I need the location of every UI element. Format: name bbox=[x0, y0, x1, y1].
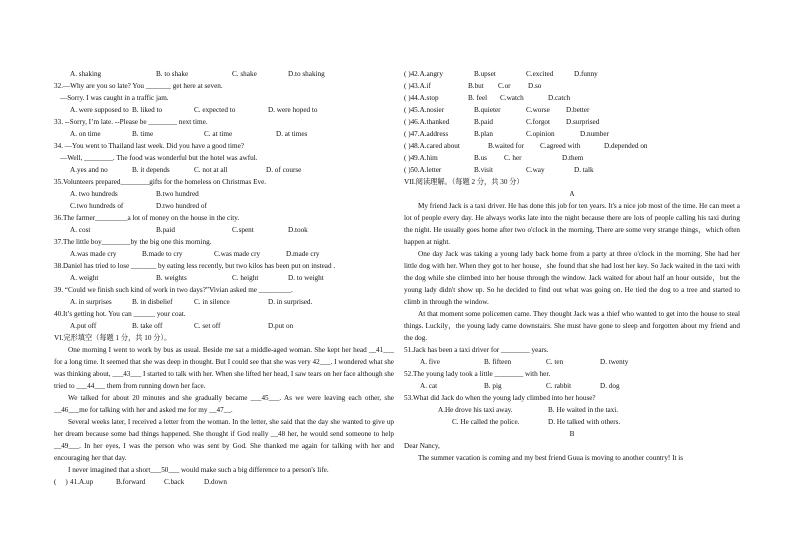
option: C.or bbox=[498, 82, 511, 90]
option: D.them bbox=[562, 154, 584, 162]
option: A.yes and no bbox=[70, 166, 108, 174]
option: A.He drove his taxi away. bbox=[438, 406, 513, 414]
question-53: 53.What did Jack do when the young lady climbed into her house? bbox=[404, 394, 596, 402]
option: D. He talked with others. bbox=[548, 418, 621, 426]
option: 41.A.up bbox=[70, 478, 94, 486]
answer-options bbox=[54, 68, 394, 80]
cloze-options bbox=[404, 68, 740, 176]
option: C. He called the police. bbox=[452, 418, 520, 426]
option: A. in surprises bbox=[70, 298, 112, 306]
option: A.was made cry bbox=[70, 250, 117, 258]
option: B. to shake bbox=[156, 70, 189, 78]
q53-options-row1 bbox=[404, 404, 740, 416]
question-text: 36.The farmer_________a lot of money on the house in the city. bbox=[54, 214, 240, 222]
answer-options bbox=[54, 248, 394, 260]
option: C.spent bbox=[232, 226, 254, 234]
option: B. feel bbox=[468, 94, 488, 102]
passage-a-paragraph: At that moment some policemen came. They thought Jack was a thief who wanted to get into the house to steal things. Luckily，the young lady came downstairs. She must have gone to sleep and forgotten about my friend and the dog. bbox=[404, 310, 740, 342]
option: D. dog bbox=[600, 382, 620, 390]
option: C.opinion bbox=[526, 130, 555, 138]
cloze-passage bbox=[54, 344, 394, 476]
option: D. of course bbox=[266, 166, 302, 174]
option: A. weight bbox=[70, 274, 99, 282]
option: B. liked to bbox=[132, 106, 163, 114]
option: C. ten bbox=[546, 358, 564, 366]
answer-bracket-option[interactable]: ( )47.A.address bbox=[404, 130, 449, 138]
answer-bracket-option[interactable]: ( )49.A.him bbox=[404, 154, 438, 162]
option: C. not at all bbox=[194, 166, 228, 174]
option: C.agreed with bbox=[540, 142, 581, 150]
option: C.excited bbox=[526, 70, 554, 78]
q52-options bbox=[404, 380, 740, 392]
cloze-paragraph: Several weeks later, I received a letter from the woman. In the letter, she said that the day she wanted to give up her dream because some bad things happened. She thought if God really __48 her, he would send someone to help __49___. In her eyes, I was the person who was sent by God. She thanked me again for talking with her and encouraging her that day. bbox=[54, 418, 394, 462]
option: C. rabbit bbox=[546, 382, 572, 390]
option: B. take off bbox=[132, 322, 163, 330]
answer-bracket-option[interactable]: ( )44.A.stop bbox=[404, 94, 439, 102]
option: D.two hundred of bbox=[156, 202, 207, 210]
cloze-paragraph: I never imagined that a short___50___ would make such a big difference to a person's life. bbox=[68, 466, 329, 474]
option: B.two hundred bbox=[156, 190, 199, 198]
option: D. twenty bbox=[600, 358, 629, 366]
option: C. in silence bbox=[194, 298, 230, 306]
answer-bracket-option[interactable]: ( )48.A.cared about bbox=[404, 142, 460, 150]
option: D.to shaking bbox=[288, 70, 325, 78]
passage-a-paragraph: My friend Jack is a taxi driver. He has done this job for ten years. It's a nice job most of the time. He can meet a lot of people every day. He always works late into the night because there are lots of people calling his taxi during the night. He usually goes home after two o'clock in the morning. There are some very strange things，which often happen at night. bbox=[404, 202, 740, 246]
question-text: 33. --Sorry, I’m late. --Please be ________ next time. bbox=[54, 118, 208, 126]
option: B. pig bbox=[484, 382, 502, 390]
option: C.way bbox=[526, 166, 545, 174]
answer-bracket-option[interactable]: ( )50.A.letter bbox=[404, 166, 442, 174]
answer-bracket-option[interactable]: ( )45.A.nosier bbox=[404, 106, 445, 114]
question-52: 52.The young lady took a little ________ with her. bbox=[404, 370, 551, 378]
option: B.waited for bbox=[488, 142, 524, 150]
left-column bbox=[54, 68, 394, 488]
option: D.put on bbox=[268, 322, 294, 330]
option: B.visit bbox=[474, 166, 493, 174]
passage-a-paragraph: One day Jack was taking a young lady back home from a party at three o'clock in the morning. She had her little dog with her. When they got to her house，she found that she had lost her key. So Jack waited in the taxi with the dog while she climbed into her house through the window. Jack waited for about half an hour outside，but the young lady didn't show up. So he decided to find out what was going on. He tied the dog to a tree and started to climb in through the window. bbox=[404, 250, 740, 306]
option: B.forward bbox=[116, 478, 146, 486]
answer-options bbox=[54, 188, 394, 200]
cloze-option-row bbox=[404, 128, 740, 140]
answer-options bbox=[54, 272, 394, 284]
option: D. to weight bbox=[288, 274, 324, 282]
right-column bbox=[404, 68, 740, 464]
option: D.number bbox=[580, 130, 609, 138]
option: D.surprised bbox=[566, 118, 600, 126]
option: C.watch bbox=[500, 94, 524, 102]
option: D.catch bbox=[548, 94, 571, 102]
option: B.upset bbox=[474, 70, 496, 78]
q51-options bbox=[404, 356, 740, 368]
question-text: 40.It’s getting hot. You can ______ your coat. bbox=[54, 310, 186, 318]
option: D. at times bbox=[276, 130, 308, 138]
option: C. set off bbox=[194, 322, 221, 330]
option: C.was made cry bbox=[214, 250, 261, 258]
question-text: 32.—Why are you so late? You _______ get here at seven. bbox=[54, 82, 223, 90]
question-text: 37.The little boy________by the big one this morning. bbox=[54, 238, 212, 246]
cloze-paragraph: We talked for about 20 minutes and she gradually became ___45___. As we were leaving each other, she __46___me for talking with her and asked me for my __47__. bbox=[54, 394, 394, 414]
answer-options bbox=[54, 296, 394, 308]
option: B. in disbelief bbox=[132, 298, 173, 306]
question-text: —Sorry. I was caught in a traffic jam. bbox=[60, 94, 169, 102]
option: B. He waited in the taxi. bbox=[548, 406, 619, 414]
option: A. two hundreds bbox=[70, 190, 118, 198]
option: B. time bbox=[132, 130, 154, 138]
option: C.back bbox=[164, 478, 185, 486]
option: C.two hundreds of bbox=[70, 202, 124, 210]
question-text: —Well, ________. The food was wonderful but the hotel was awful. bbox=[60, 154, 258, 162]
option: C.worse bbox=[526, 106, 550, 114]
question-text: 34. —You went to Thailand last week. Did you have a good time? bbox=[54, 142, 244, 150]
option: D.depended on bbox=[604, 142, 648, 150]
answer-bracket[interactable]: ( ) bbox=[54, 478, 68, 486]
option: D.funny bbox=[574, 70, 598, 78]
option: D.better bbox=[566, 106, 590, 114]
question-text: 35.Volunteers prepared________gifts for the homeless on Christmas Eve. bbox=[54, 178, 267, 186]
option: A. were supposed to bbox=[70, 106, 129, 114]
question-text: 39. “Could we finish such kind of work in two days?”Vivian asked me _________. bbox=[54, 286, 293, 294]
option: C. her bbox=[504, 154, 522, 162]
cloze-option-row bbox=[404, 104, 740, 116]
answer-options bbox=[54, 224, 394, 236]
option: C.forgot bbox=[526, 118, 551, 126]
option: A. on time bbox=[70, 130, 101, 138]
passage-a-label: A bbox=[569, 190, 575, 198]
answer-bracket-option[interactable]: ( )46.A.thanked bbox=[404, 118, 450, 126]
answer-options bbox=[54, 128, 394, 140]
option: D. in surprised. bbox=[268, 298, 313, 306]
q53-options-row2 bbox=[404, 416, 740, 428]
option: A. five bbox=[420, 358, 440, 366]
option: A. shaking bbox=[70, 70, 102, 78]
cloze-option-row bbox=[404, 116, 740, 128]
option: D.made cry bbox=[286, 250, 320, 258]
option: D. were hoped to bbox=[268, 106, 318, 114]
option: B.us bbox=[474, 154, 487, 162]
answer-options bbox=[54, 200, 394, 212]
option: B.quieter bbox=[474, 106, 501, 114]
option: A. cost bbox=[70, 226, 91, 234]
option: C. shake bbox=[232, 70, 257, 78]
cloze-option-row bbox=[404, 140, 740, 152]
answer-bracket-option[interactable]: ( )42.A.angry bbox=[404, 70, 443, 78]
question-51: 51.Jack has been a taxi driver for ________ years. bbox=[404, 346, 549, 354]
option: C. at time bbox=[204, 130, 233, 138]
answer-bracket-option[interactable]: ( )43.A.if bbox=[404, 82, 431, 90]
option: A. cat bbox=[420, 382, 438, 390]
cloze-option-row bbox=[404, 80, 740, 92]
cloze-option-row bbox=[404, 68, 740, 80]
option: B.made to cry bbox=[142, 250, 183, 258]
option: B.paid bbox=[156, 226, 175, 234]
answer-options bbox=[54, 320, 394, 332]
q41-options bbox=[54, 476, 394, 488]
option: B. fifteen bbox=[484, 358, 512, 366]
cloze-option-row bbox=[404, 92, 740, 104]
option: D.so bbox=[528, 82, 542, 90]
section-7-title: VII.阅读理解。（每题 2 分，共 30 分） bbox=[404, 178, 524, 186]
letter-first-line: The summer vacation is coming and my best friend Guua is moving to another country! It is bbox=[418, 454, 684, 462]
option: B.paid bbox=[474, 118, 493, 126]
option: B. it depends bbox=[132, 166, 170, 174]
option: B.plan bbox=[474, 130, 493, 138]
section-6-title: VI.完形填空（每题 1 分，共 10 分）。 bbox=[54, 334, 172, 342]
option: B. weights bbox=[156, 274, 187, 282]
option: C. height bbox=[232, 274, 259, 282]
cloze-option-row bbox=[404, 152, 740, 164]
option: D. talk bbox=[574, 166, 594, 174]
choice-questions bbox=[54, 68, 394, 332]
option: C. expected to bbox=[194, 106, 236, 114]
answer-options bbox=[54, 104, 394, 116]
option: B.but bbox=[468, 82, 484, 90]
option: D.took bbox=[288, 226, 308, 234]
answer-options bbox=[54, 164, 394, 176]
passage-b-label: B bbox=[569, 430, 575, 438]
letter-greeting: Dear Nancy, bbox=[404, 442, 440, 450]
cloze-option-row bbox=[404, 164, 740, 176]
cloze-paragraph: One morning I went to work by bus as usual. Beside me sat a middle-aged woman. She kept her head __41___ for a long time. It seemed that she was deep in thought. But I could see that she was very 42___. I wondered what she was thinking about, ___43___ I started to talk with her. When she lifted her head, I saw tears on her face although she tried to ___44___ them from running down her face. bbox=[54, 346, 394, 390]
question-text: 38.Daniel has tried to lose _______ by eating less recently, but two kilos has been put on instead . bbox=[54, 262, 336, 270]
option: D.down bbox=[204, 478, 227, 486]
option: A.put off bbox=[70, 322, 97, 330]
